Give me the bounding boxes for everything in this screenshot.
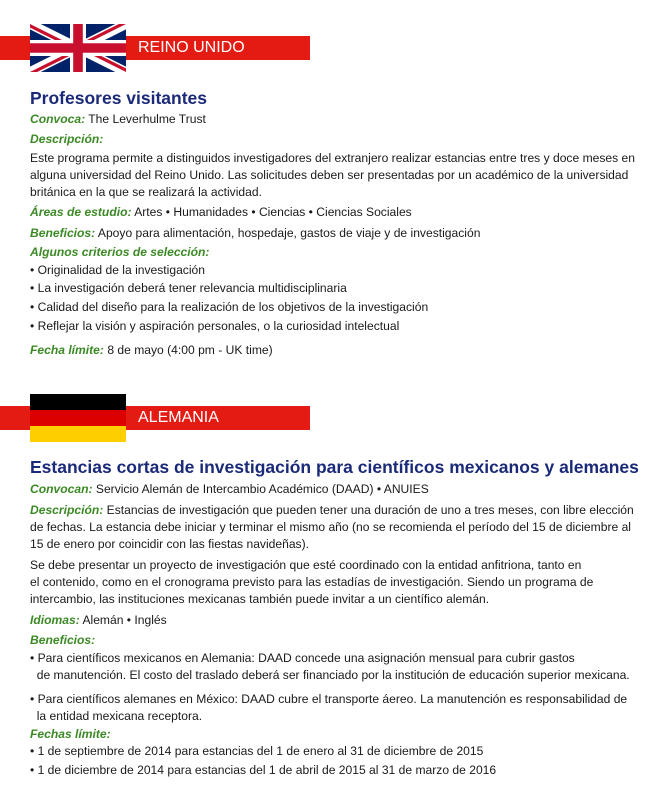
de-country-label: ALEMANIA [138, 409, 219, 426]
uk-criterios-label: Algunos criterios de selección: [30, 245, 210, 259]
uk-criterio-item: • La investigación deberá tener relevancia multidisciplinaria [30, 281, 347, 295]
uk-title: Profesores visitantes [30, 88, 208, 108]
uk-convoca [30, 110, 206, 128]
uk-areas-label: Áreas de estudio: [30, 205, 132, 219]
de-fecha-item: • 1 de septiembre de 2014 para estancias del 1 de enero al 31 de diciembre de 2015 [30, 744, 484, 758]
de-descripcion-label: Descripción: [30, 503, 104, 517]
uk-areas-value: Artes • Humanidades • Ciencias • Ciencias Sociales [134, 205, 412, 219]
uk-beneficios [30, 224, 480, 242]
uk-flag-icon [30, 24, 126, 72]
de-convocan-value: Servicio Alemán de Intercambio Académico (DAAD) • ANUIES [95, 482, 429, 496]
de-descripcion-first: Estancias de investigación que pueden tener una duración de uno a tres meses, con libre elección [106, 503, 634, 517]
uk-beneficios-value: Apoyo para alimentación, hospedaje, gastos de viaje y de investigación [97, 226, 481, 240]
de-descripcion-line: 15 de enero por coincidir con las fiestas navideñas). [30, 537, 309, 551]
de-beneficio-line: • Para científicos mexicanos en Alemania: DAAD concede una asignación mensual para cubrir gastos [30, 651, 575, 665]
uk-beneficios-label: Beneficios: [30, 226, 96, 240]
de-descripcion [30, 501, 634, 519]
uk-areas [30, 203, 412, 221]
uk-criterio-item: • Originalidad de la investigación [30, 263, 205, 277]
uk-fecha-label: Fecha límite: [30, 343, 104, 357]
de-beneficio-line: la entidad mexicana receptora. [30, 709, 203, 723]
uk-convoca-label: Convoca: [30, 112, 86, 126]
de-fechas-label: Fechas límite: [30, 727, 111, 741]
de-convocan [30, 480, 429, 498]
de-beneficio-line: de manutención. El costo del traslado deberá ser financiado por la institución de educación superior mexicana. [30, 668, 630, 682]
de-convocan-label: Convocan: [30, 482, 93, 496]
de-proyecto-line: el contenido, como en el cronograma previsto para las estadías de investigación. Siendo un programa de [30, 575, 594, 589]
de-proyecto-line: intercambio, las instituciones mexicanas también puede invitar a un científico alemán. [30, 592, 490, 606]
de-title: Estancias cortas de investigación para científicos mexicanos y alemanes [30, 457, 639, 477]
uk-criterio-item: • Calidad del diseño para la realización de los objetivos de la investigación [30, 300, 429, 314]
uk-descripcion-line: británica en la que se realizará la actividad. [30, 185, 262, 199]
uk-fecha [30, 341, 273, 359]
de-idiomas-value: Alemán • Inglés [82, 613, 167, 627]
uk-descripcion-line: Este programa permite a distinguidos investigadores del extranjero realizar estancias entre tres y doce meses en [30, 151, 635, 165]
uk-descripcion-line: alguna universidad del Reino Unido. Las solicitudes deben ser presentadas por un académico de la universidad [30, 168, 629, 182]
de-proyecto-line: Se debe presentar un proyecto de investigación que esté coordinado con la entidad anfitriona, tanto en [30, 558, 582, 572]
de-idiomas-label: Idiomas: [30, 613, 80, 627]
uk-country-label: REINO UNIDO [138, 39, 245, 56]
de-fecha-item: • 1 de diciembre de 2014 para estancias del 1 de abril de 2015 al 31 de marzo de 2016 [30, 763, 497, 777]
germany-flag-icon [30, 394, 126, 442]
uk-criterio-item: • Reflejar la visión y aspiración personales, o la curiosidad intelectual [30, 319, 400, 333]
uk-fecha-value: 8 de mayo (4:00 pm - UK time) [107, 343, 273, 357]
uk-convoca-value: The Leverhulme Trust [88, 112, 206, 126]
de-beneficios-label: Beneficios: [30, 633, 96, 647]
de-beneficio-line: • Para científicos alemanes en México: DAAD cubre el transporte áereo. La manutención es responsabilidad de [30, 692, 628, 706]
de-descripcion-line: de fechas. La estancia debe iniciar y terminar el mismo año (no se recomienda el período del 15 de diciembre al [30, 520, 631, 534]
de-idiomas [30, 611, 167, 629]
uk-descripcion-label: Descripción: [30, 132, 104, 146]
